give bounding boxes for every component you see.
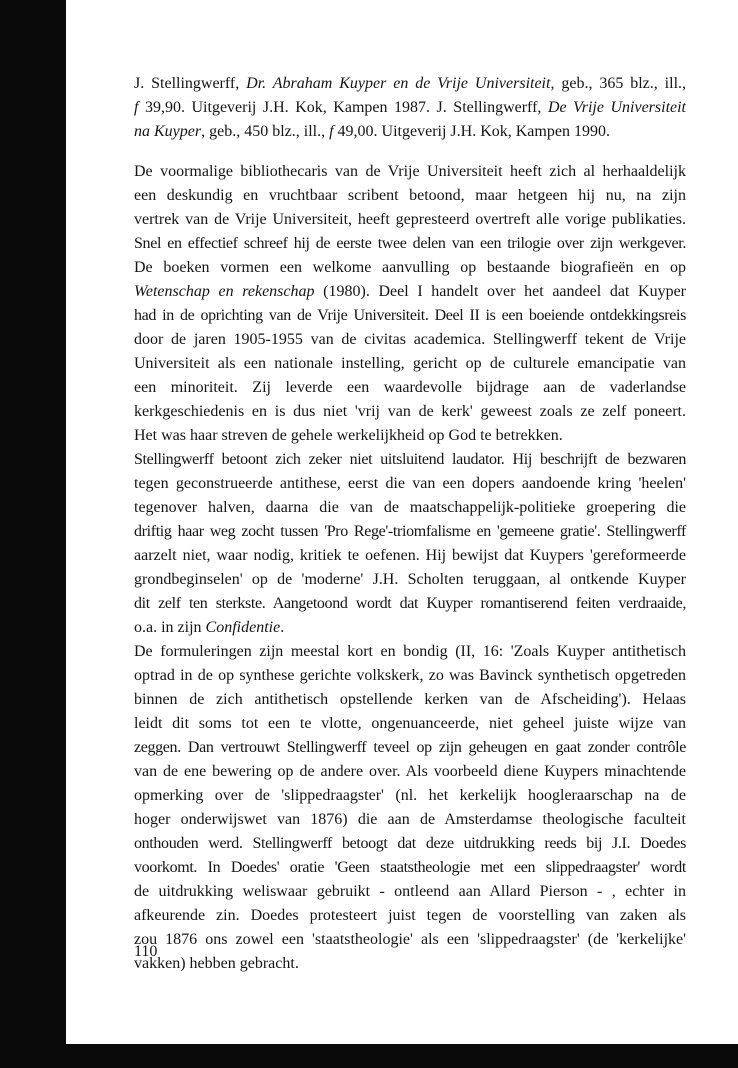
scan-edge-left xyxy=(0,0,66,1068)
text-line xyxy=(134,904,686,928)
text-line xyxy=(134,96,686,120)
text-line xyxy=(134,472,686,496)
text-segment: kerkgeschiedenis en is dus niet 'vrij van de kerk' geweest zoals ze zelf poneert. xyxy=(134,403,686,420)
review-body xyxy=(134,160,686,976)
text-segment: aarzelt niet, waar nodig, kritiek te oefenen. Hij bewijst dat Kuypers 'gereformeerde xyxy=(134,547,686,564)
page-number: 110 xyxy=(134,943,158,960)
text-segment: leidt dit soms tot een te vlotte, ongenuanceerde, niet geheel juiste wijze van xyxy=(134,715,686,732)
text-segment: Snel en effectief schreef hij de eerste twee delen van een trilogie over zijn werkgever. xyxy=(134,235,686,252)
text-line xyxy=(134,760,686,784)
book-reference xyxy=(134,72,686,144)
paragraph-gap xyxy=(134,144,686,160)
text-line xyxy=(134,856,686,880)
text-line xyxy=(134,304,686,328)
text-segment: (1980). Deel I handelt over het aandeel dat Kuyper xyxy=(314,283,687,300)
text-segment: 39,90. Uitgeverij J.H. Kok, Kampen 1987. J. Stellingwerff, xyxy=(138,99,548,116)
text-segment: . xyxy=(280,619,285,636)
text-line xyxy=(134,664,686,688)
text-segment: o.a. in zijn xyxy=(134,619,206,636)
text-segment: zeggen. Dan vertrouwt Stellingwerff teveel op zijn geheugen en gaat zonder contrôle xyxy=(134,739,686,756)
text-segment: een deskundig en vruchtbaar scribent betoond, maar hetgeen hij nu, na zijn xyxy=(134,187,686,204)
text-line xyxy=(134,120,686,144)
text-segment: Stellingwerff betoont zich zeker niet uitsluitend laudator. Hij beschrijft de bezwaren xyxy=(134,451,686,468)
italic-title: Wetenschap en rekenschap xyxy=(134,283,315,300)
text-segment: hoger onderwijswet van 1876) die aan de Amsterdamse theologische faculteit xyxy=(134,811,686,828)
text-line xyxy=(134,208,686,232)
text-segment: voorkomt. In Doedes' oratie 'Geen staatstheologie met een slippedraagster' wordt xyxy=(134,859,686,876)
italic-title: na Kuyper xyxy=(134,123,202,140)
italic-title: f xyxy=(134,99,139,116)
text-segment: , geb., 365 blz., ill., xyxy=(550,75,687,92)
text-segment: binnen de zich antithetisch opstellende kerken van de Afscheiding'). Helaas xyxy=(134,691,686,708)
text-segment: De boeken vormen een welkome aanvulling op bestaande biografieën en op xyxy=(134,259,686,276)
text-line xyxy=(134,832,686,856)
text-line xyxy=(134,184,686,208)
text-segment: opmerking over de 'slippedraagster' (nl. het kerkelijk hoogleraarschap na de xyxy=(134,787,686,804)
page-text xyxy=(134,72,686,976)
text-segment: Het was haar streven de gehele werkelijkheid op God te betrekken. xyxy=(134,427,563,444)
text-line xyxy=(134,952,686,976)
text-segment: Universiteit als een nationale instelling, gericht op de culturele emancipatie van xyxy=(134,355,686,372)
text-segment: dit zelf ten sterkste. Aangetoond wordt dat Kuyper romantiserend feiten verdraaide, xyxy=(134,595,686,612)
text-segment: 49,00. Uitgeverij J.H. Kok, Kampen 1990. xyxy=(333,123,610,140)
text-line xyxy=(134,448,686,472)
italic-title: Dr. Abraham Kuyper en de Vrije Universiteit xyxy=(246,75,551,92)
text-line xyxy=(134,784,686,808)
text-segment: door de jaren 1905-1955 van de civitas academica. Stellingwerff tekent de Vrije xyxy=(134,331,686,348)
text-segment: zou 1876 ons zowel een 'staatstheologie' als een 'slippedraagster' (de 'kerkelijke' xyxy=(134,931,686,948)
text-line xyxy=(134,232,686,256)
text-segment: De formuleringen zijn meestal kort en bondig (II, 16: 'Zoals Kuyper antithetisch xyxy=(134,643,686,660)
text-line xyxy=(134,352,686,376)
text-line xyxy=(134,712,686,736)
text-segment: tegen geconstrueerde antithese, eerst die van een dopers aandoende kring 'heelen' xyxy=(134,475,686,492)
text-segment: van de ene bewering op de andere over. Als voorbeeld diene Kuypers minachtende xyxy=(134,763,686,780)
text-line xyxy=(134,808,686,832)
text-line xyxy=(134,568,686,592)
text-line xyxy=(134,928,686,952)
text-segment: afkeurende zin. Doedes protesteert juist tegen de voorstelling van zaken als xyxy=(134,907,686,924)
text-segment: vertrek van de Vrije Universiteit, heeft gepresteerd overtreft alle vorige publikaties. xyxy=(134,211,686,228)
text-line xyxy=(134,328,686,352)
text-line xyxy=(134,520,686,544)
text-line xyxy=(134,376,686,400)
text-line xyxy=(134,616,686,640)
text-line xyxy=(134,424,686,448)
text-line xyxy=(134,592,686,616)
text-segment: , geb., 450 blz., ill., xyxy=(201,123,330,140)
text-segment: een minoriteit. Zij leverde een waardevolle bijdrage aan de vaderlandse xyxy=(134,379,686,396)
text-line xyxy=(134,496,686,520)
text-segment: tegenover halven, daarna die van de maatschappelijk-politieke groepering die xyxy=(134,499,686,516)
text-line xyxy=(134,688,686,712)
text-line xyxy=(134,160,686,184)
italic-title: f xyxy=(329,123,334,140)
italic-title: Confidentie xyxy=(205,619,281,636)
text-segment: onthouden werd. Stellingwerff betoogt dat deze uitdrukking reeds bij J.I. Doedes xyxy=(134,835,686,852)
text-segment: J. Stellingwerff, xyxy=(134,75,247,92)
text-line xyxy=(134,880,686,904)
text-line xyxy=(134,400,686,424)
text-segment: grondbeginselen' op de 'moderne' J.H. Scholten teruggaan, al ontkende Kuyper xyxy=(134,571,686,588)
text-segment: driftig haar weg zocht tussen 'Pro Rege'-triomfalisme en 'gemeene gratie'. Stellingwerff xyxy=(134,523,686,540)
text-segment: De voormalige bibliothecaris van de Vrije Universiteit heeft zich al herhaaldelijk xyxy=(134,163,686,180)
text-line xyxy=(134,640,686,664)
scan-edge-bottom xyxy=(66,1044,738,1068)
text-line xyxy=(134,736,686,760)
text-line xyxy=(134,72,686,96)
text-segment: optrad in de op synthese gerichte volkskerk, zo was Bavinck synthetisch opgetreden xyxy=(134,667,686,684)
text-line xyxy=(134,256,686,280)
text-segment: de uitdrukking weliswaar gebruikt - ontleend aan Allard Pierson - , echter in xyxy=(134,883,686,900)
italic-title: De Vrije Universiteit xyxy=(547,99,687,116)
text-line xyxy=(134,544,686,568)
text-line xyxy=(134,280,686,304)
text-segment: vakken) hebben gebracht. xyxy=(134,955,299,972)
text-segment: had in de oprichting van de Vrije Universiteit. Deel II is een boeiende ontdekkingsreis xyxy=(134,307,686,324)
